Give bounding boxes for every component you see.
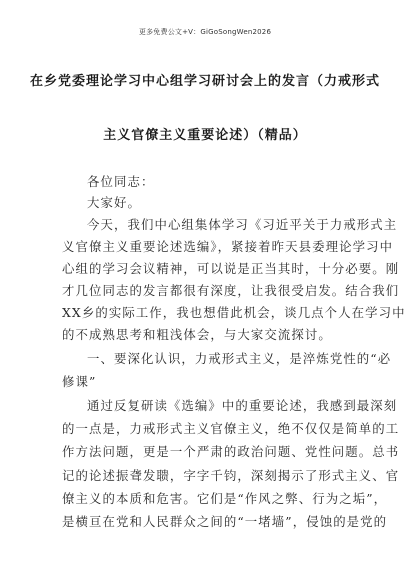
header-note: 更多免费公文+V：GiGoSongWen2026	[138, 28, 272, 36]
salutation: 各位同志：	[87, 174, 155, 189]
paragraph-line: 的一点是，力戒形式主义官僚主义，绝不仅仅是简单的工	[62, 421, 400, 436]
paragraph-line: 义官僚主义重要论述选编》，紧接着昨天县委理论学习中	[62, 239, 394, 254]
paragraph-line: 今天，我们中心组集体学习《习近平关于力戒形式主	[87, 217, 398, 232]
paragraph-line: 记的论述振聋发聩，字字千钧，深刻揭示了形式主义、官	[62, 468, 400, 483]
paragraph-line: XX乡的实际工作，我也想借此机会，谈几点个人在学习中	[62, 305, 406, 320]
paragraph-line: 作方法问题，更是一个严肃的政治问题、党性问题。总书	[62, 444, 400, 459]
greeting: 大家好。	[87, 195, 141, 210]
paragraph-line: 通过反复研读《选编》中的重要论述，我感到最深刻	[87, 398, 398, 413]
document-title-line-1: 在乡党委理论学习中心组学习研讨会上的发言（力戒形式	[29, 74, 380, 89]
paragraph-line: 是横亘在党和人民群众之间的“一堵墙”，侵蚀的是党的	[62, 514, 388, 529]
paragraph-line: 心组的学习会议精神，可以说是正当其时，十分必要。刚	[62, 261, 400, 276]
section-heading-line: 一、要深化认识，力戒形式主义，是淬炼党性的“必	[87, 351, 392, 366]
paragraph-line: 的不成熟思考和粗浅体会，与大家交流探讨。	[62, 327, 332, 342]
document-title-line-2: 主义官僚主义重要论述）（精品）	[103, 128, 307, 143]
section-heading-line: 修课”	[62, 374, 97, 389]
paragraph-line: 僚主义的本质和危害。它们是“作风之弊、行为之垢”，	[62, 491, 388, 506]
paragraph-line: 才几位同志的发言都很有深度，让我很受启发。结合我们	[62, 283, 400, 298]
